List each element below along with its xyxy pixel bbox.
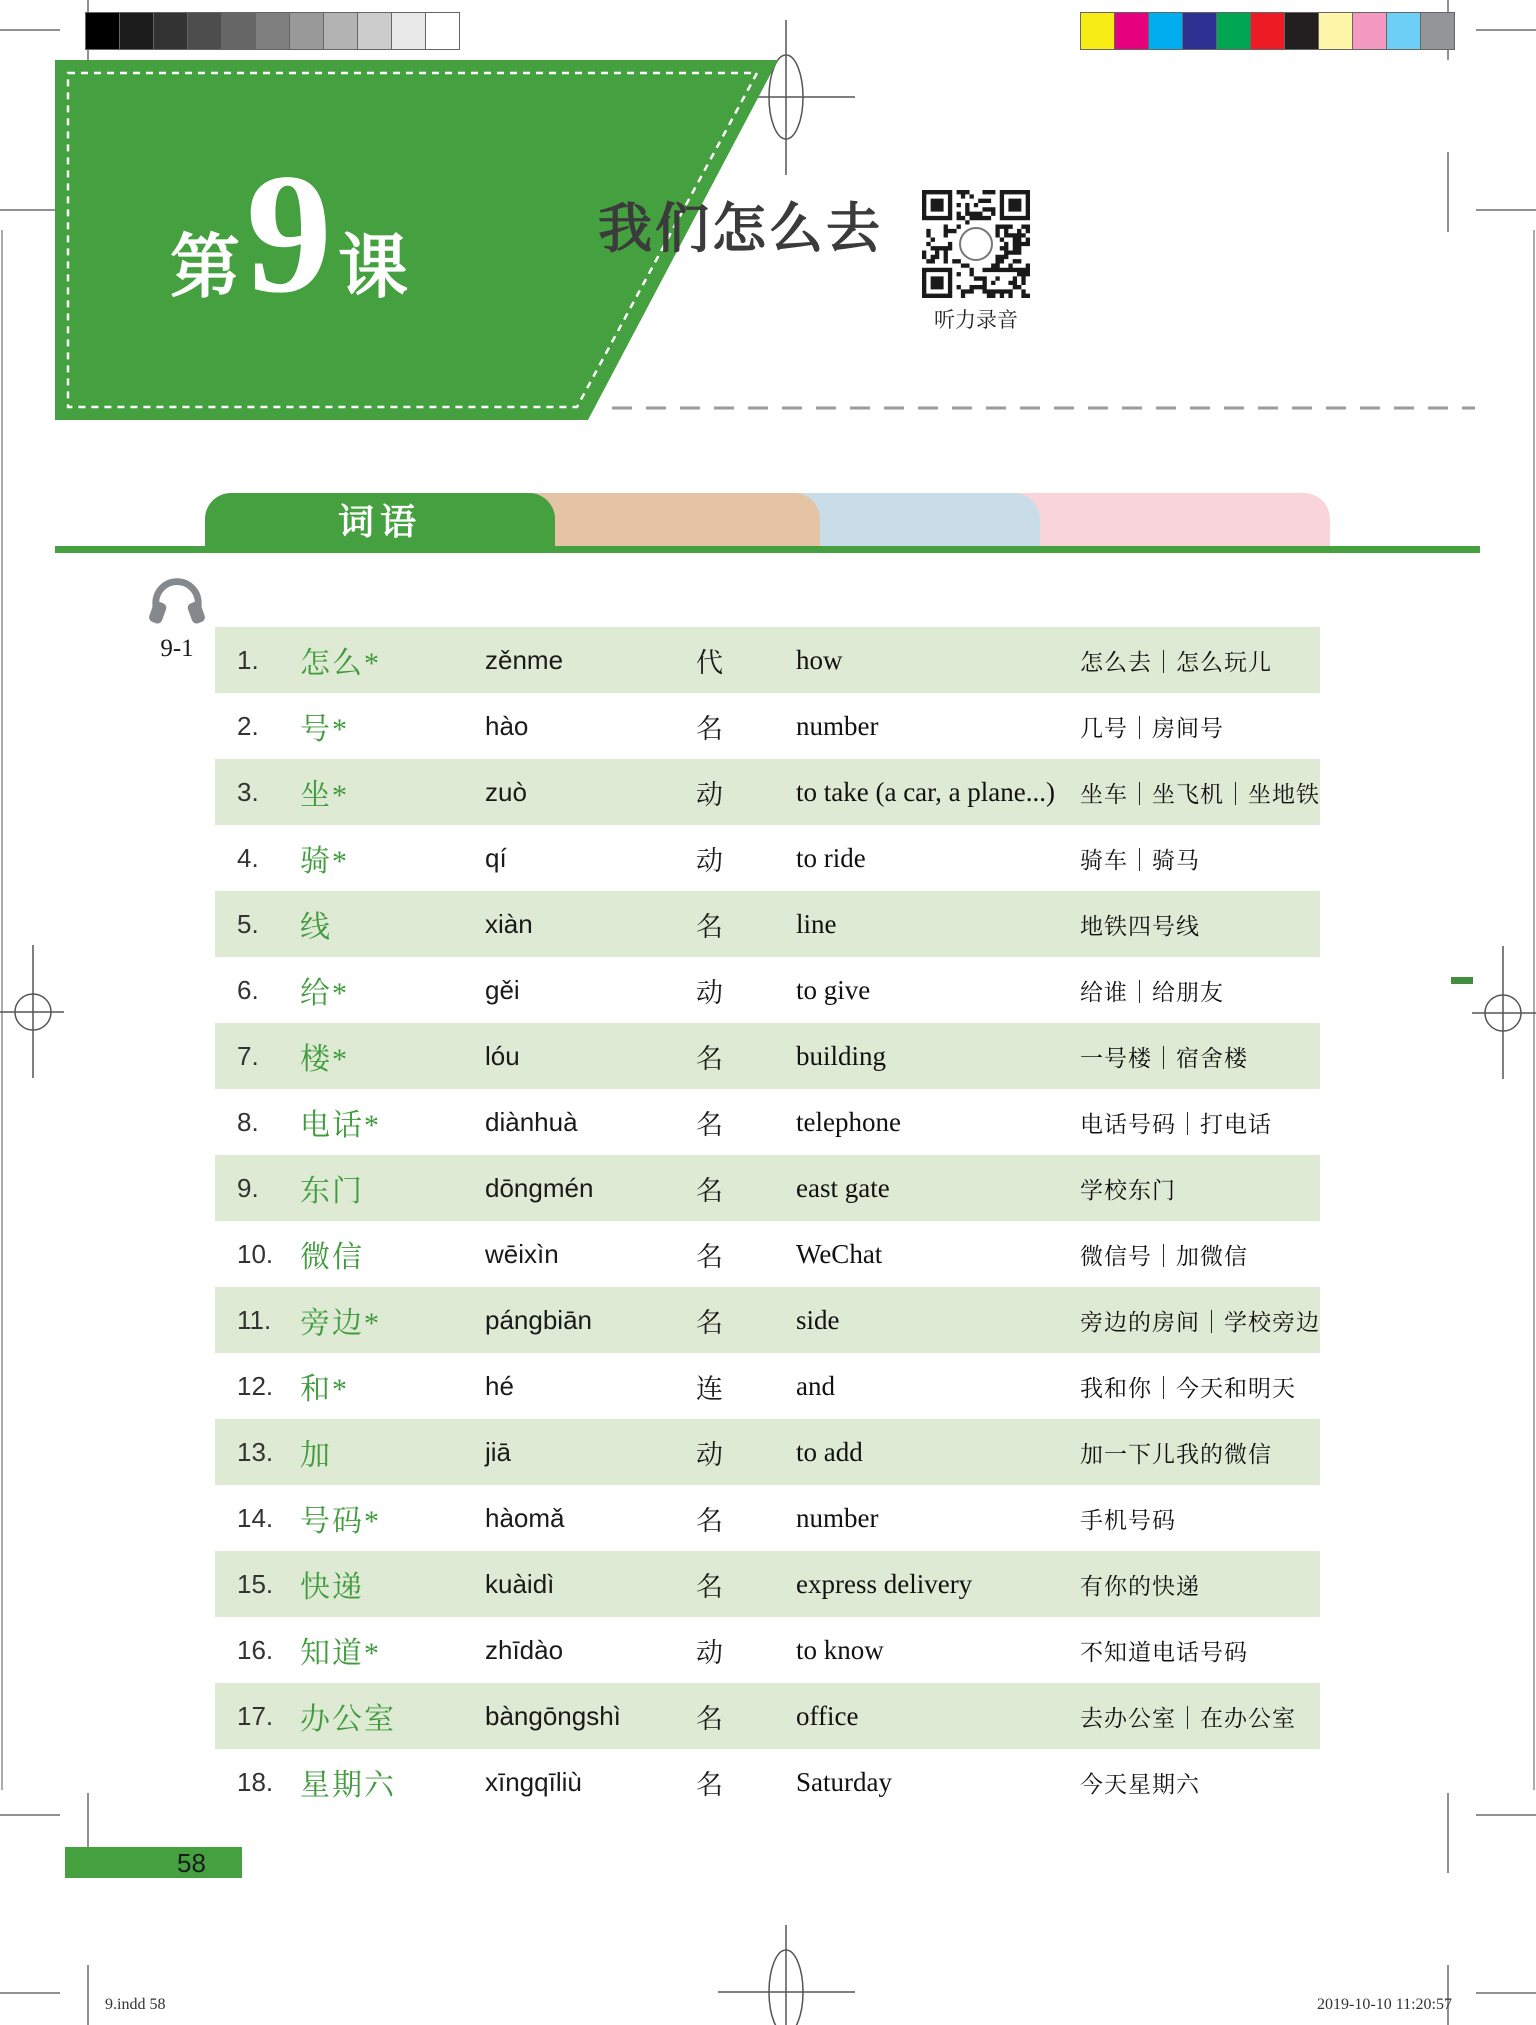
lesson-prefix: 第 [170,228,240,306]
cell-pos: 动 [696,845,723,876]
cell-pinyin: jiā [485,1436,512,1467]
cell-meaning: telephone [796,1106,901,1137]
cell-word: 号* [300,713,349,746]
cell-num: 11. [237,1304,272,1335]
table-row [215,1419,1320,1485]
cell-pos: 名 [696,713,723,744]
cell-word: 星期六 [300,1769,396,1802]
tab-underline [55,546,1480,553]
cell-pinyin: wēixìn [485,1238,559,1269]
cell-pinyin: gěi [485,974,520,1005]
cell-meaning: side [796,1304,840,1335]
cell-num: 9. [237,1172,259,1203]
cell-meaning: and [796,1370,835,1401]
cell-examples: 电话号码｜打电话 [1080,1111,1272,1137]
cell-pinyin: zěnme [485,644,564,675]
cell-pinyin: lóu [485,1040,520,1071]
cell-examples: 今天星期六 [1080,1771,1200,1797]
tab-vocabulary [205,493,555,546]
cell-examples: 手机号码 [1080,1507,1176,1533]
cell-pinyin: xiàn [485,908,533,939]
page-number: 58 [177,1847,206,1878]
cell-pos: 名 [696,1241,723,1272]
cell-pinyin: zuò [485,776,527,807]
cell-pinyin: diànhuà [485,1106,578,1137]
cell-meaning: building [796,1040,887,1071]
cell-pinyin: dōngmén [485,1172,594,1203]
table-row [215,1287,1320,1353]
table-row [215,1089,1320,1155]
qr-block [922,190,1030,334]
page-number-badge [65,1847,242,1878]
cell-pinyin: xīngqīliù [485,1766,582,1797]
cell-word: 怎么* [300,647,381,680]
cell-examples: 骑车｜骑马 [1080,847,1200,873]
cell-examples: 我和你｜今天和明天 [1080,1375,1296,1401]
table-row [215,1221,1320,1287]
table-row [215,1353,1320,1419]
page-title: 我们怎么去 [598,199,883,259]
qr-caption: 听力录音 [934,309,1018,332]
table-row [215,1155,1320,1221]
cell-word: 知道* [300,1637,381,1670]
cell-num: 10. [237,1238,274,1269]
cell-meaning: number [796,1502,879,1533]
cell-pos: 连 [696,1373,723,1404]
cell-pos: 名 [696,1109,723,1140]
qr-code [922,190,1030,298]
lesson-heading [170,139,408,329]
cell-pos: 名 [696,1307,723,1338]
table-row [215,891,1320,957]
footer-file-label: 9.indd 58 [105,1996,166,2013]
calibration-swatch [1285,13,1319,49]
cell-examples: 旁边的房间｜学校旁边 [1080,1309,1320,1335]
audio-track-label: 9-1 [160,635,194,662]
audio-block [145,572,209,663]
table-row [215,627,1320,693]
table-row [215,1023,1320,1089]
cell-num: 8. [237,1106,259,1137]
table-row [215,1485,1320,1551]
cell-pos: 代 [696,647,723,678]
cell-num: 2. [237,710,259,741]
cell-num: 12. [237,1370,274,1401]
cell-examples: 坐车｜坐飞机｜坐地铁 [1080,781,1320,807]
cell-pinyin: hé [485,1370,514,1401]
cell-examples: 怎么去｜怎么玩儿 [1080,649,1272,675]
cell-num: 5. [237,908,259,939]
table-row [215,1749,1320,1815]
cell-meaning: to know [796,1634,884,1665]
cell-pos: 动 [696,779,723,810]
calibration-swatch [1387,13,1421,49]
cell-examples: 学校东门 [1080,1177,1176,1203]
cell-word: 给* [300,977,349,1010]
cell-num: 15. [237,1568,274,1599]
side-green-tick [1451,977,1473,984]
cell-num: 3. [237,776,259,807]
cell-num: 6. [237,974,259,1005]
calibration-swatch [1421,13,1454,49]
cell-meaning: express delivery [796,1568,973,1599]
cell-examples: 一号楼｜宿舍楼 [1080,1045,1248,1071]
calibration-swatch [1251,13,1285,49]
cell-pos: 名 [696,1505,723,1536]
cell-examples: 微信号｜加微信 [1080,1243,1248,1269]
cell-pos: 名 [696,1769,723,1800]
cell-meaning: to take (a car, a plane...) [796,776,1056,807]
cell-word: 坐* [300,779,349,812]
cell-pos: 名 [696,1043,723,1074]
table-row [215,1551,1320,1617]
calibration-swatch [1149,13,1183,49]
cell-word: 楼* [300,1043,349,1076]
vocab-table [215,627,1320,1815]
tab-vocabulary-label: 词语 [337,501,422,542]
cell-word: 加 [300,1439,332,1472]
cell-examples: 地铁四号线 [1080,913,1200,939]
cell-num: 13. [237,1436,274,1467]
table-row [215,957,1320,1023]
cell-examples: 加一下儿我的微信 [1080,1441,1272,1467]
cell-pos: 名 [696,1571,723,1602]
cell-pinyin: kuàidì [485,1568,555,1599]
cell-examples: 几号｜房间号 [1080,715,1224,741]
cell-pinyin: bàngōngshì [485,1700,621,1731]
cell-meaning: Saturday [796,1766,892,1797]
calibration-swatch [1319,13,1353,49]
calibration-swatch [1353,13,1387,49]
table-row [215,759,1320,825]
cell-meaning: WeChat [796,1238,883,1269]
cell-pinyin: pángbiān [485,1304,592,1335]
calibration-swatch [1081,13,1115,49]
cell-word: 快递 [300,1571,364,1604]
calibration-swatch [1183,13,1217,49]
cell-pos: 动 [696,977,723,1008]
lesson-suffix: 课 [338,228,408,306]
cell-pinyin: qí [485,842,507,873]
cell-meaning: number [796,710,879,741]
cell-examples: 给谁｜给朋友 [1080,979,1224,1005]
cell-word: 微信 [300,1241,364,1274]
cell-meaning: to ride [796,842,866,873]
calibration-swatch [1115,13,1149,49]
cell-pinyin: zhīdào [485,1634,564,1665]
cell-pos: 动 [696,1439,723,1470]
cell-meaning: east gate [796,1172,890,1203]
cell-word: 和* [300,1373,349,1406]
cell-num: 16. [237,1634,274,1665]
cell-num: 4. [237,842,259,873]
cell-word: 电话* [300,1109,381,1142]
cell-meaning: office [796,1700,859,1731]
cell-num: 7. [237,1040,259,1071]
cell-word: 东门 [300,1175,364,1208]
cell-pinyin: hào [485,710,529,741]
cell-num: 18. [237,1766,274,1797]
table-row [215,1617,1320,1683]
cell-num: 14. [237,1502,274,1533]
cell-pos: 名 [696,1175,723,1206]
cell-word: 骑* [300,845,349,878]
cell-meaning: line [796,908,837,939]
headphones-icon [146,615,208,632]
cell-word: 旁边* [300,1307,381,1340]
cell-pinyin: hàomǎ [485,1502,565,1533]
cell-examples: 不知道电话号码 [1080,1639,1248,1665]
cell-word: 办公室 [300,1703,396,1736]
lesson-number: 9 [246,139,332,329]
cell-word: 线 [300,911,332,944]
cell-meaning: to add [796,1436,863,1467]
cell-meaning: to give [796,974,871,1005]
table-row [215,1683,1320,1749]
cell-pos: 动 [696,1637,723,1668]
cell-num: 17. [237,1700,274,1731]
cell-examples: 去办公室｜在办公室 [1080,1705,1296,1731]
cell-examples: 有你的快递 [1080,1573,1200,1599]
table-row [215,693,1320,759]
color-calibration-bar [1080,12,1455,50]
cell-num: 1. [237,644,259,675]
cell-word: 号码* [300,1505,381,1538]
footer-timestamp: 2019-10-10 11:20:57 [1317,1996,1452,2013]
cell-pos: 名 [696,911,723,942]
calibration-swatch [1217,13,1251,49]
table-row [215,825,1320,891]
cell-pos: 名 [696,1703,723,1734]
cell-meaning: how [796,644,843,675]
